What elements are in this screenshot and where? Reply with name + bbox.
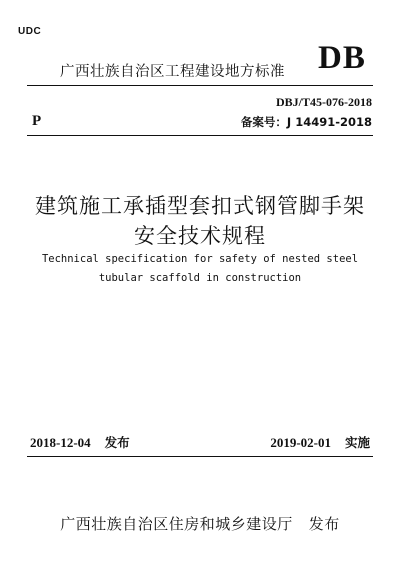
issue-date: 2018-12-04 xyxy=(30,435,91,450)
standard-number: DBJ/T45-076-2018 xyxy=(276,95,372,109)
bottom-divider xyxy=(27,456,373,457)
title-english-line-1: Technical specification for safety of nested steel xyxy=(41,253,359,265)
publisher-name: 广西壮族自治区住房和城乡建设厅 xyxy=(60,515,293,533)
category-code: P xyxy=(32,113,42,129)
top-divider xyxy=(27,85,373,86)
record-number: 备案号：J 14491-2018 xyxy=(240,115,372,129)
publisher-line xyxy=(0,513,400,534)
publisher-action: 发布 xyxy=(308,515,340,533)
implement-date: 2019-02-01 xyxy=(270,435,331,450)
title-chinese-line-2: 安全技术规程 xyxy=(134,224,266,248)
implement-date-block xyxy=(270,433,370,451)
issue-date-block xyxy=(30,433,130,451)
implement-label: 实施 xyxy=(344,435,370,450)
header-divider xyxy=(27,135,373,136)
title-english-line-2: tubular scaffold in construction xyxy=(98,272,302,284)
standard-type-title: 广西壮族自治区工程建设地方标准 xyxy=(60,64,285,80)
db-mark: DB xyxy=(318,40,366,76)
udc-label: UDC xyxy=(18,26,42,37)
issue-label: 发布 xyxy=(104,435,130,450)
title-chinese-line-1: 建筑施工承插型套扣式钢管脚手架 xyxy=(35,194,365,218)
